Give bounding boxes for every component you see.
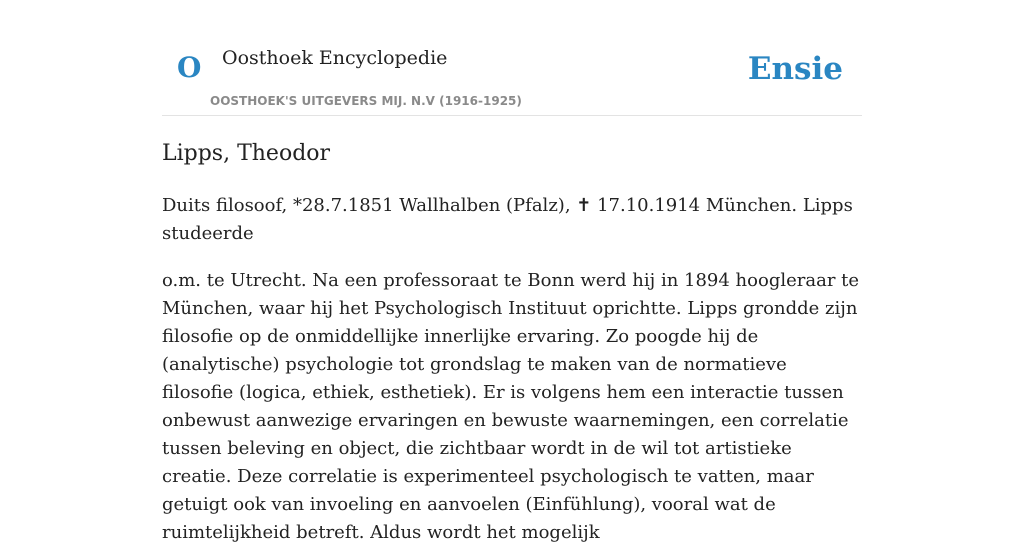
article-paragraph: o.m. te Utrecht. Na een professoraat te Bonn werd hij in 1894 hoogleraar te München, waar hij het Psychologisch Instituut oprichtte. Lipps grondde zijn filosofie op de onmiddellijke innerlijke ervaring. Zo poogde hij de (analytische) psychologie tot grondslag te maken van de normatieve filosofie (logica, ethiek, esthetiek). Er is volgens hem een interactie tussen onbewust aanwezige ervaringen en bewuste waarnemingen, een correlatie tussen beleving en object, die zichtbaar wordt in de wil tot artistieke creatie. Deze correlatie is experimenteel psychologisch te vatten, maar getuigt ook van invoeling en aanvoelen (Einfühlung), vooral wat de ruimtelijkheid betreft. Aldus wordt het mogelijk bbox=[162, 270, 860, 543]
site-logo-link[interactable]: O bbox=[177, 51, 202, 84]
site-title-link[interactable]: Oosthoek Encyclopedie bbox=[222, 47, 448, 69]
ensie-brand-link[interactable]: Ensie bbox=[747, 51, 843, 87]
article-title: Lipps, Theodor bbox=[162, 141, 331, 166]
publisher-subtitle: OOSTHOEK'S UITGEVERS MIJ. N.V (1916-1925) bbox=[210, 94, 522, 108]
site-header bbox=[162, 0, 862, 116]
article-paragraph: Duits filosoof, *28.7.1851 Wallhalben (Pfalz), ✝ 17.10.1914 München. Lipps studeerde bbox=[162, 195, 853, 244]
page bbox=[162, 0, 862, 543]
